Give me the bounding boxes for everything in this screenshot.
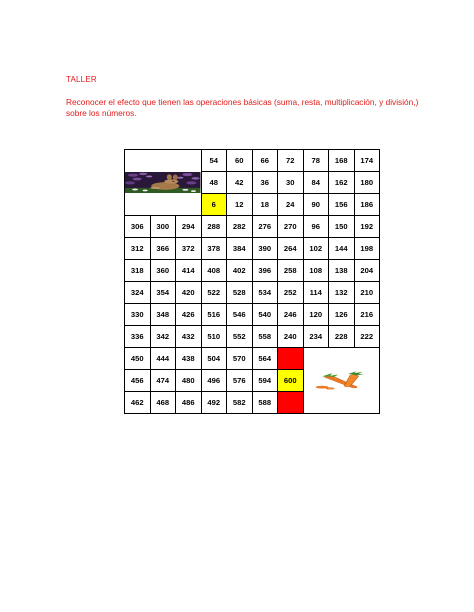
grid-cell: 108	[303, 260, 329, 282]
grid-cell: 324	[125, 282, 151, 304]
grid-cell: 72	[278, 150, 304, 172]
grid-cell: 168	[329, 150, 355, 172]
grid-cell: 216	[354, 304, 380, 326]
grid-cell-red	[278, 348, 304, 370]
grid-cell-red	[278, 392, 304, 414]
grid-cell: 348	[150, 304, 176, 326]
grid-cell: 534	[252, 282, 278, 304]
grid-cell: 360	[150, 260, 176, 282]
grid-cell: 330	[125, 304, 151, 326]
grid-cell: 270	[278, 216, 304, 238]
grid-cell: 462	[125, 392, 151, 414]
grid-cell: 540	[252, 304, 278, 326]
grid-cell: 156	[329, 194, 355, 216]
grid-cell: 384	[227, 238, 253, 260]
grid-cell: 30	[278, 172, 304, 194]
rabbit-picture-cell	[125, 150, 202, 216]
grid-cell: 468	[150, 392, 176, 414]
grid-cell: 42	[227, 172, 253, 194]
grid-cell: 138	[329, 260, 355, 282]
grid-cell: 378	[201, 238, 227, 260]
grid-cell: 456	[125, 370, 151, 392]
number-grid	[124, 149, 380, 414]
grid-cell: 492	[201, 392, 227, 414]
grid-cell: 426	[176, 304, 202, 326]
grid-cell: 174	[354, 150, 380, 172]
grid-cell: 354	[150, 282, 176, 304]
grid-cell: 186	[354, 194, 380, 216]
grid-cell: 318	[125, 260, 151, 282]
grid-cell: 582	[227, 392, 253, 414]
grid-cell: 102	[303, 238, 329, 260]
grid-cell: 496	[201, 370, 227, 392]
grid-cell: 210	[354, 282, 380, 304]
grid-cell: 558	[252, 326, 278, 348]
grid-cell: 522	[201, 282, 227, 304]
grid-cell: 90	[303, 194, 329, 216]
page-heading: TALLER	[66, 75, 97, 84]
grid-cell: 162	[329, 172, 355, 194]
grid-cell: 576	[227, 370, 253, 392]
grid-cell: 564	[252, 348, 278, 370]
grid-row	[125, 304, 380, 326]
grid-cell: 180	[354, 172, 380, 194]
grid-cell: 594	[252, 370, 278, 392]
grid-cell: 504	[201, 348, 227, 370]
grid-cell: 204	[354, 260, 380, 282]
grid-cell: 402	[227, 260, 253, 282]
grid-cell: 60	[227, 150, 253, 172]
grid-cell: 264	[278, 238, 304, 260]
grid-cell: 342	[150, 326, 176, 348]
grid-cell: 408	[201, 260, 227, 282]
grid-cell-highlighted: 600	[278, 370, 304, 392]
grid-cell: 96	[303, 216, 329, 238]
grid-cell: 54	[201, 150, 227, 172]
grid-cell: 450	[125, 348, 151, 370]
grid-cell: 570	[227, 348, 253, 370]
grid-row	[125, 238, 380, 260]
rabbit-illustration-icon	[125, 172, 201, 193]
grid-cell: 144	[329, 238, 355, 260]
grid-cell: 24	[278, 194, 304, 216]
grid-cell: 12	[227, 194, 253, 216]
grid-cell: 114	[303, 282, 329, 304]
carrots-illustration-icon	[304, 370, 380, 391]
grid-cell: 48	[201, 172, 227, 194]
grid-cell: 18	[252, 194, 278, 216]
grid-cell: 372	[176, 238, 202, 260]
grid-cell: 438	[176, 348, 202, 370]
grid-cell: 246	[278, 304, 304, 326]
grid-cell: 486	[176, 392, 202, 414]
grid-cell: 480	[176, 370, 202, 392]
grid-cell: 258	[278, 260, 304, 282]
grid-row	[125, 150, 380, 172]
grid-cell: 312	[125, 238, 151, 260]
grid-cell: 222	[354, 326, 380, 348]
grid-cell: 234	[303, 326, 329, 348]
grid-row	[125, 282, 380, 304]
grid-cell: 300	[150, 216, 176, 238]
grid-cell-highlighted: 6	[201, 194, 227, 216]
grid-cell: 366	[150, 238, 176, 260]
grid-cell: 228	[329, 326, 355, 348]
grid-cell: 126	[329, 304, 355, 326]
grid-cell: 150	[329, 216, 355, 238]
grid-cell: 282	[227, 216, 253, 238]
grid-cell: 336	[125, 326, 151, 348]
grid-cell: 198	[354, 238, 380, 260]
grid-cell: 474	[150, 370, 176, 392]
grid-cell: 588	[252, 392, 278, 414]
grid-cell: 432	[176, 326, 202, 348]
grid-cell: 66	[252, 150, 278, 172]
grid-cell: 510	[201, 326, 227, 348]
grid-cell: 240	[278, 326, 304, 348]
grid-cell: 132	[329, 282, 355, 304]
grid-cell: 306	[125, 216, 151, 238]
instructions-text: Reconocer el efecto que tienen las operaciones básicas (suma, resta, multiplicación, y división,) sobre los números.	[66, 97, 419, 118]
grid-row	[125, 216, 380, 238]
grid-cell: 276	[252, 216, 278, 238]
grid-cell: 414	[176, 260, 202, 282]
grid-cell: 552	[227, 326, 253, 348]
grid-cell: 420	[176, 282, 202, 304]
grid-cell: 390	[252, 238, 278, 260]
grid-cell: 78	[303, 150, 329, 172]
grid-row	[125, 326, 380, 348]
grid-cell: 192	[354, 216, 380, 238]
grid-cell: 288	[201, 216, 227, 238]
carrots-picture-cell	[303, 348, 380, 414]
grid-row	[125, 348, 380, 370]
grid-cell: 528	[227, 282, 253, 304]
grid-cell: 546	[227, 304, 253, 326]
grid-cell: 252	[278, 282, 304, 304]
grid-cell: 84	[303, 172, 329, 194]
grid-cell: 516	[201, 304, 227, 326]
grid-cell: 396	[252, 260, 278, 282]
grid-row	[125, 260, 380, 282]
grid-cell: 444	[150, 348, 176, 370]
grid-cell: 294	[176, 216, 202, 238]
grid-cell: 120	[303, 304, 329, 326]
grid-cell: 36	[252, 172, 278, 194]
